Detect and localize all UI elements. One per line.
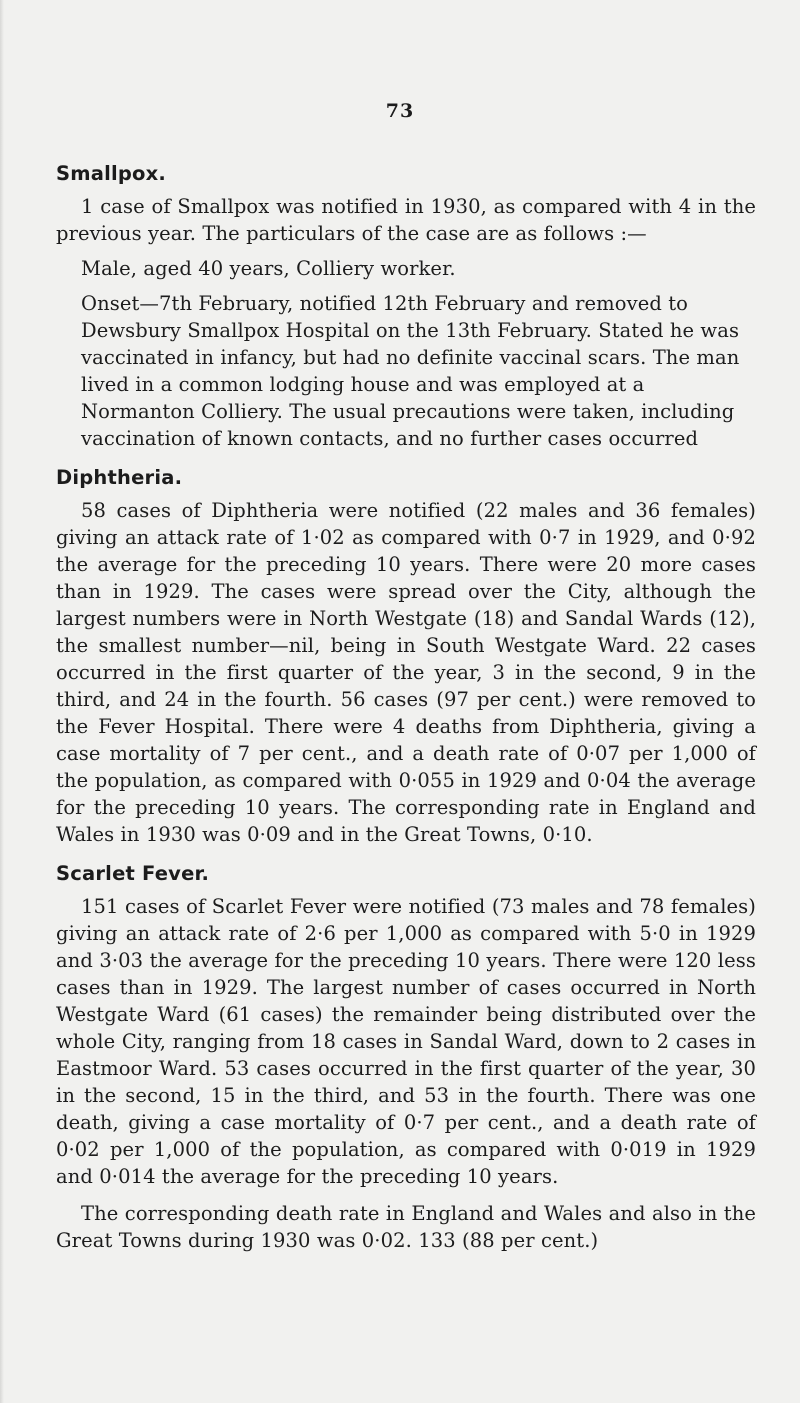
- page-edge-shadow: [0, 0, 4, 1403]
- scarlet-fever-heading: Scarlet Fever.: [56, 862, 210, 885]
- smallpox-details: Onset—7th February, notified 12th February and removed to Dewsbury Smallpox Hospital on the 13th February. Stated he was vaccinated in infancy, but had no definite vaccinal scars. The man lived in a common lodging house and was employed at a Normanton Colliery. The usual precautions were taken, including vaccination of known contacts, and no further cases occurred: [81, 292, 740, 450]
- diphtheria-section: [56, 464, 756, 848]
- page-number: 73: [385, 100, 415, 122]
- scarlet-fever-section: [56, 860, 756, 1254]
- scarlet-fever-text: 151 cases of Scarlet Fever were notified (73 males and 78 females) giving an attack rate of 2·6 per 1,000 as compared with 5·0 in 1929 and 3·03 the average for the preceding 10 years. There were 120 less cases than in 1929. The largest number of cases occurred in North Westgate Ward (61 cases) the remainder being distributed over the whole City, ranging from 18 cases in Sandal Ward, down to 2 cases in Eastmoor Ward. 53 cases occurred in the first quarter of the year, 30 in the second, 15 in the third, and 53 in the fourth. There was one death, giving a case mortality of 0·7 per cent., and a death rate of 0·02 per 1,000 of the population, as compared with 0·019 in 1929 and 0·014 the average for the preceding 10 years.: [56, 895, 756, 1188]
- diphtheria-heading: Diphtheria.: [56, 466, 183, 489]
- smallpox-section: [56, 160, 756, 452]
- page-content: [56, 160, 756, 1266]
- smallpox-heading: Smallpox.: [56, 162, 167, 185]
- scarlet-fever-text-2: The corresponding death rate in England and Wales and also in the Great Towns during 1930 was 0·02. 133 (88 per cent.): [56, 1202, 756, 1252]
- smallpox-case: Male, aged 40 years, Colliery worker.: [81, 257, 456, 280]
- diphtheria-text: 58 cases of Diphtheria were notified (22 males and 36 females) giving an attack rate of 1·02 as compared with 0·7 in 1929, and 0·92 the average for the preceding 10 years. There were 20 more cases than in 1929. The cases were spread over the City, although the largest numbers were in North Westgate (18) and Sandal Wards (12), the smallest number—nil, being in South Westgate Ward. 22 cases occurred in the first quarter of the year, 3 in the second, 9 in the third, and 24 in the fourth. 56 cases (97 per cent.) were removed to the Fever Hospital. There were 4 deaths from Diphtheria, giving a case mortality of 7 per cent., and a death rate of 0·07 per 1,000 of the population, as compared with 0·055 in 1929 and 0·04 the average for the preceding 10 years. The corresponding rate in England and Wales in 1930 was 0·09 and in the Great Towns, 0·10.: [56, 499, 756, 846]
- smallpox-intro: 1 case of Smallpox was notified in 1930, as compared with 4 in the previous year. The particulars of the case are as follows :—: [56, 195, 756, 245]
